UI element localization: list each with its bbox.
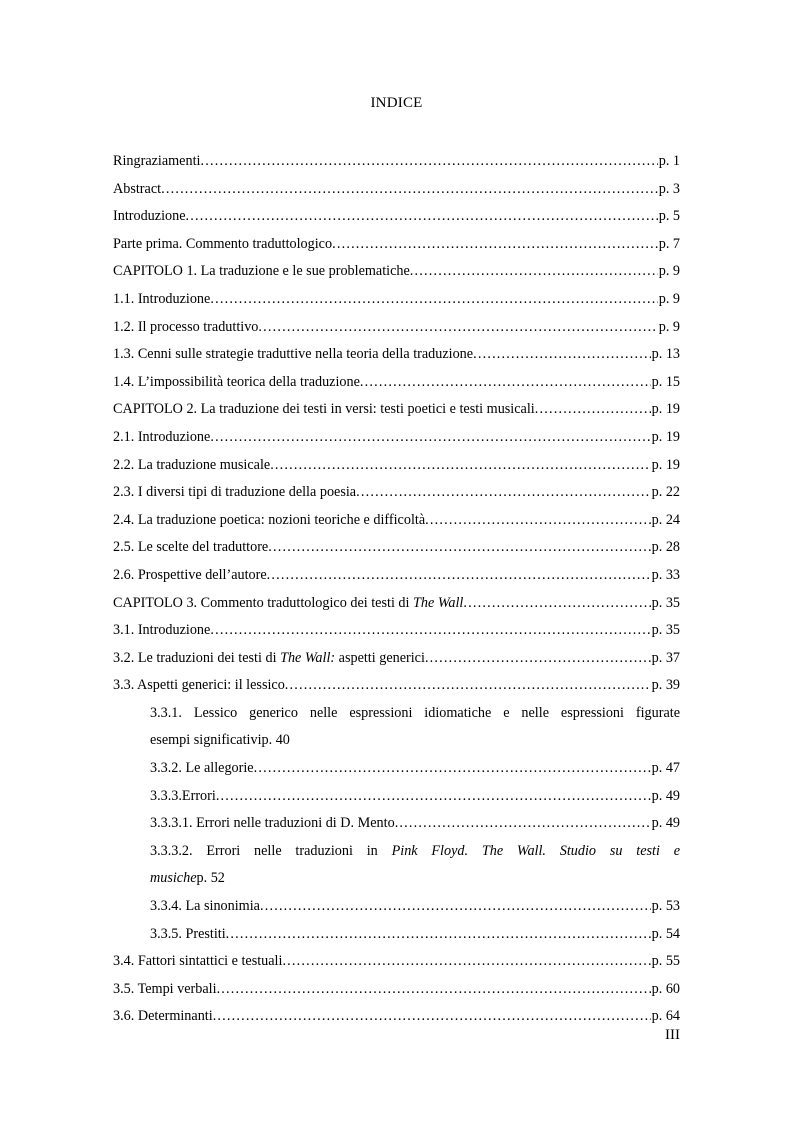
toc-entry: Ringraziamenti ..... p. 1 xyxy=(113,148,680,176)
toc-entry: 1.1. Introduzione ..... p. 9 xyxy=(113,286,680,314)
leader-dots xyxy=(161,176,658,204)
toc-entry: 3.3.4. La sinonimia ..... p. 53 xyxy=(150,893,680,921)
toc-entry: CAPITOLO 1. La traduzione e le sue problematiche ..... p. 9 xyxy=(113,258,680,286)
toc-entry: 1.3. Cenni sulle strategie traduttive nella teoria della traduzione ..... p. 13 xyxy=(113,341,680,369)
leader-dots xyxy=(268,534,650,562)
leader-dots xyxy=(282,948,650,976)
leader-dots xyxy=(267,562,651,590)
table-of-contents xyxy=(113,148,680,1031)
toc-entry: 3.3.3.1. Errori nelle traduzioni di D. Mento ..... p. 49 xyxy=(150,810,680,838)
leader-dots xyxy=(216,783,651,811)
leader-dots xyxy=(200,148,657,176)
toc-entry: 3.3. Aspetti generici: il lessico ..... p. 39 xyxy=(113,672,680,700)
leader-dots xyxy=(186,203,658,231)
toc-entry: 2.2. La traduzione musicale ..... p. 19 xyxy=(113,452,680,480)
toc-entry: Parte prima. Commento traduttologico ..... p. 7 xyxy=(113,231,680,259)
leader-dots xyxy=(226,921,651,949)
toc-entry: 2.5. Le scelte del traduttore ..... p. 28 xyxy=(113,534,680,562)
page-number-roman: III xyxy=(665,1027,680,1043)
toc-entry: 1.4. L’impossibilità teorica della traduzione ..... p. 15 xyxy=(113,369,680,397)
leader-dots xyxy=(425,645,651,673)
toc-entry: Introduzione ..... p. 5 xyxy=(113,203,680,231)
leader-dots xyxy=(270,452,650,480)
leader-dots xyxy=(360,369,651,397)
toc-entry-wrapped: 3.3.1. Lessico generico nelle espressioni idiomatiche e nelle espressioni figurate esempi significativi p. 40 xyxy=(150,704,680,749)
leader-dots xyxy=(463,590,650,618)
toc-entry: 3.5. Tempi verbali ..... p. 60 xyxy=(113,976,680,1004)
toc-entry: 3.6. Determinanti ..... p. 64 xyxy=(113,1003,680,1031)
toc-entry: 2.1. Introduzione ..... p. 19 xyxy=(113,424,680,452)
leader-dots xyxy=(254,755,651,783)
toc-entry: CAPITOLO 3. Commento traduttologico dei testi di The Wall ..... p. 35 xyxy=(113,590,680,618)
leader-dots xyxy=(332,231,658,259)
toc-entry: 2.3. I diversi tipi di traduzione della poesia ..... p. 22 xyxy=(113,479,680,507)
leader-dots xyxy=(260,893,651,921)
leader-dots xyxy=(210,286,657,314)
toc-entry: 3.3.5. Prestiti ..... p. 54 xyxy=(150,921,680,949)
toc-entry: 3.4. Fattori sintattici e testuali ..... p. 55 xyxy=(113,948,680,976)
leader-dots xyxy=(395,810,651,838)
leader-dots xyxy=(473,341,651,369)
leader-dots xyxy=(410,258,658,286)
toc-entry: 1.2. Il processo traduttivo ..... p. 9 xyxy=(113,314,680,342)
leader-dots xyxy=(210,617,650,645)
toc-entry: 3.3.2. Le allegorie ..... p. 47 xyxy=(150,755,680,783)
leader-dots xyxy=(258,314,657,342)
leader-dots xyxy=(210,424,650,452)
leader-dots xyxy=(217,976,651,1004)
leader-dots xyxy=(285,672,651,700)
toc-entry-wrapped: 3.3.3.2. Errori nelle traduzioni in Pink Floyd. The Wall. Studio su testi e musiche p. 52 xyxy=(150,842,680,887)
toc-entry: 3.3.3.Errori ..... p. 49 xyxy=(150,783,680,811)
leader-dots xyxy=(535,396,651,424)
toc-entry: Abstract ..... p. 3 xyxy=(113,176,680,204)
toc-entry: 3.2. Le traduzioni dei testi di The Wall: aspetti generici ..... p. 37 xyxy=(113,645,680,673)
toc-entry: 2.4. La traduzione poetica: nozioni teoriche e difficoltà ..... p. 24 xyxy=(113,507,680,535)
leader-dots xyxy=(213,1003,651,1031)
toc-entry: 2.6. Prospettive dell’autore ..... p. 33 xyxy=(113,562,680,590)
toc-entry: 3.1. Introduzione ..... p. 35 xyxy=(113,617,680,645)
toc-entry: CAPITOLO 2. La traduzione dei testi in versi: testi poetici e testi musicali ..... p. 19 xyxy=(113,396,680,424)
leader-dots xyxy=(356,479,651,507)
index-heading: INDICE xyxy=(370,95,423,111)
leader-dots xyxy=(425,507,650,535)
